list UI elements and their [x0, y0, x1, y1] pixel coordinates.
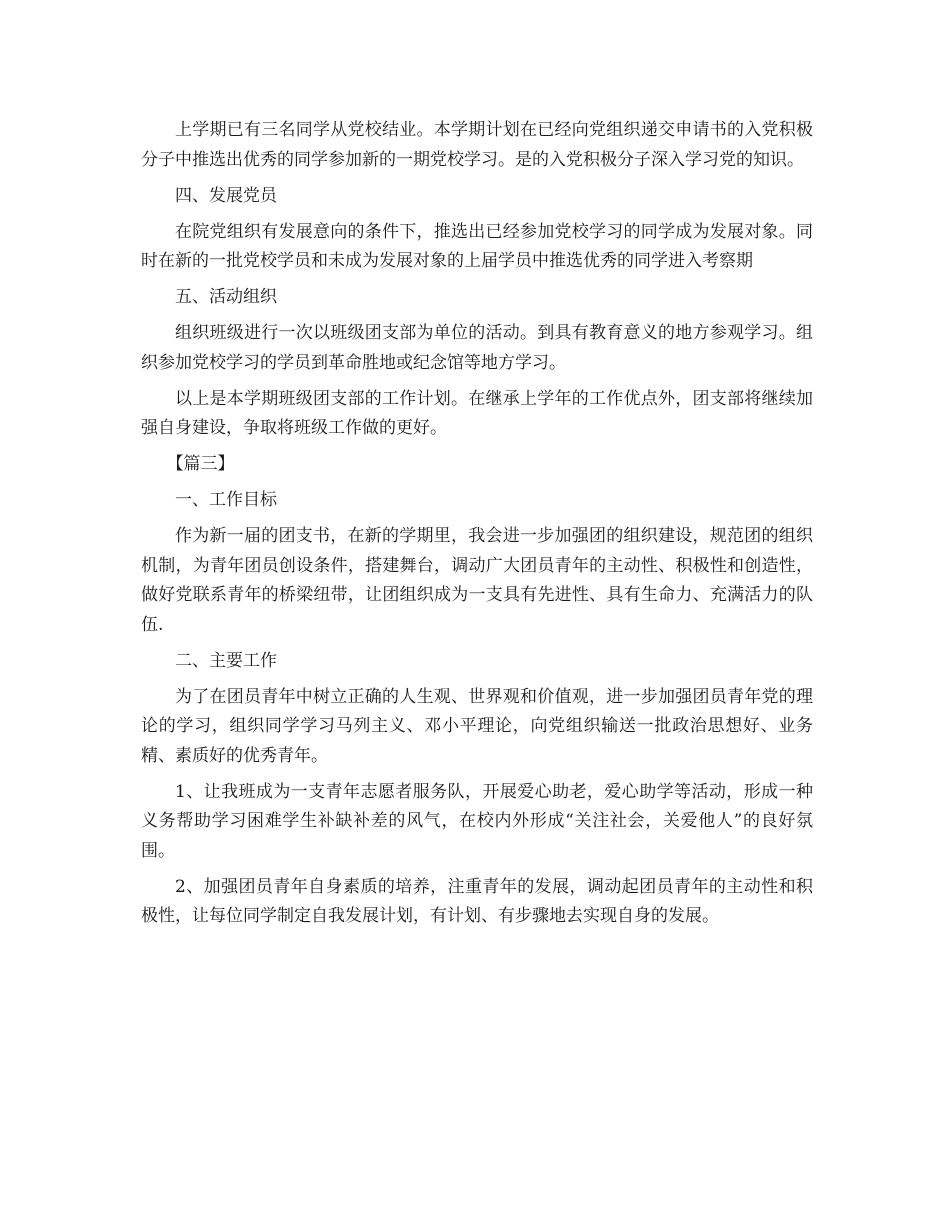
paragraph-main-work: 为了在团员青年中树立正确的人生观、世界观和价值观，进一步加强团员青年党的理论的学习，组织同学学习马列主义、邓小平理论，向党组织输送一批政治思想好、业务精、素质好的优秀青年。: [141, 686, 813, 766]
heading-develop-members: 四、发展党员: [175, 185, 277, 206]
paragraph-develop-members: 在院党组织有发展意向的条件下，推选出已经参加党校学习的同学成为发展对象。同时在新的一批党校学员和未成为发展对象的上届学员中推选优秀的同学进入考察期: [141, 221, 813, 271]
paragraph-item-2: 2、加强团员青年自身素质的培养，注重青年的发展，调动起团员青年的主动性和积极性，让每位同学制定自我发展计划，有计划、有步骤地去实现自身的发展。: [141, 876, 813, 926]
heading-main-work: 二、主要工作: [175, 650, 277, 671]
document-body: [141, 116, 813, 932]
heading-part-three: 【篇三】: [166, 454, 235, 474]
paragraph-item-1: 1、让我班成为一支青年志愿者服务队，开展爱心助老，爱心助学等活动，形成一种义务帮助学习困难学生补缺补差的风气，在校内外形成“关注社会，关爱他人”的良好氛围。: [141, 781, 813, 861]
paragraph-work-goals: 作为新一届的团支书，在新的学期里，我会进一步加强团的组织建设，规范团的组织机制，为青年团员创设条件，搭建舞台，调动广大团员青年的主动性、积极性和创造性，做好党联系青年的桥梁纽带，让团组织成为一支具有先进性、具有生命力、充满活力的队伍.: [141, 526, 813, 635]
paragraph-summary: 以上是本学期班级团支部的工作计划。在继承上学年的工作优点外，团支部将继续加强自身建设，争取将班级工作做的更好。: [141, 388, 813, 438]
paragraph-party-school: 上学期已有三名同学从党校结业。本学期计划在已经向党组织递交申请书的入党积极分子中推选出优秀的同学参加新的一期党校学习。是的入党积极分子深入学习党的知识。: [141, 120, 813, 170]
paragraph-activities: 组织班级进行一次以班级团支部为单位的活动。到具有教育意义的地方参观学习。组织参加党校学习的学员到革命胜地或纪念馆等地方学习。: [141, 323, 813, 373]
heading-work-goals: 一、工作目标: [175, 490, 277, 510]
heading-activities: 五、活动组织: [175, 287, 277, 307]
